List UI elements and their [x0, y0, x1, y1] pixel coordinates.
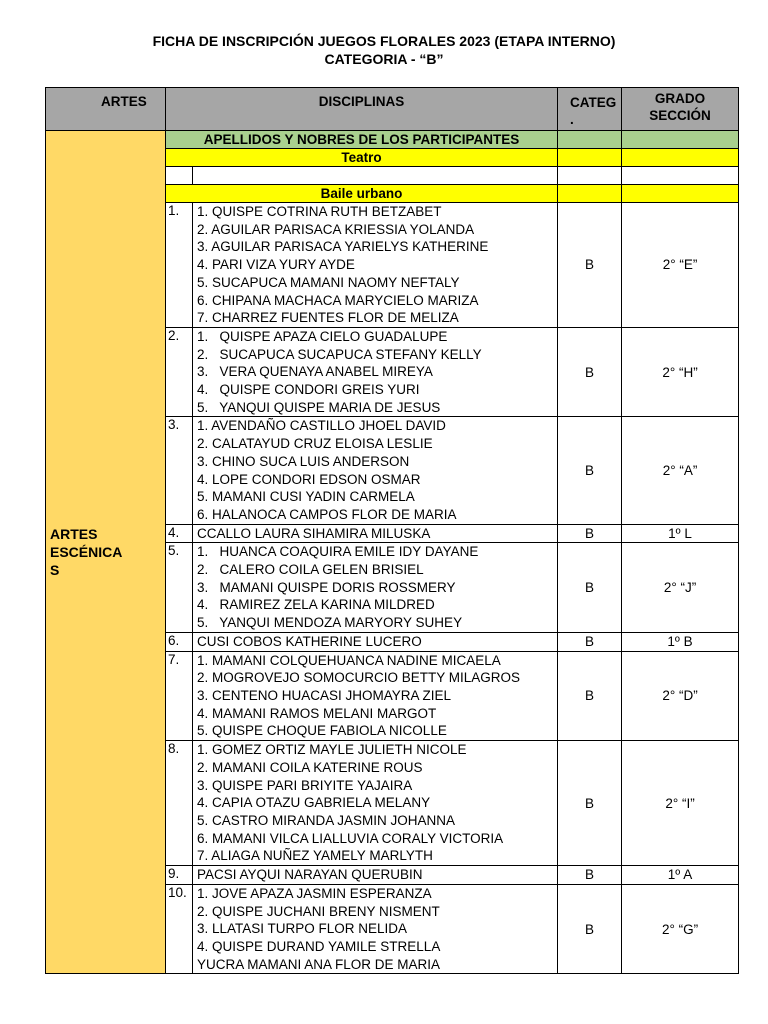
group-categ: B [558, 524, 622, 543]
document-title: FICHA DE INSCRIPCIÓN JUEGOS FLORALES 2023 (ETAPA INTERNO) [152, 33, 616, 49]
group-categ: B [558, 884, 622, 974]
group-number: 8. [166, 741, 193, 866]
header-artes: ARTES [46, 88, 166, 131]
group-names: 1. AVENDAÑO CASTILLO JHOEL DAVID 2. CALATAYUD CRUZ ELOISA LESLIE 3. CHINO SUCA LUIS ANDERSON 4. LOPE CONDORI EDSON OSMAR 5. MAMANI CUSI YADIN CARMELA 6. HALANOCA CAMPOS FLOR DE MARIA [193, 417, 558, 524]
group-names: 1. JOVE APAZA JASMIN ESPERANZA 2. QUISPE JUCHANI BRENY NISMENT 3. LLATASI TURPO FLOR NELIDA 4. QUISPE DURAND YAMILE STRELLA YUCRA MAMANI ANA FLOR DE MARIA [193, 884, 558, 974]
group-categ: B [558, 417, 622, 524]
participants-header-row [46, 131, 739, 149]
group-number: 7. [166, 651, 193, 741]
group-categ: B [558, 741, 622, 866]
group-names: 1. QUISPE COTRINA RUTH BETZABET 2. AGUILAR PARISACA KRIESSIA YOLANDA 3. AGUILAR PARISACA YARIELYS KATHERINE 4. PARI VIZA YURY AYDE 5. SUCAPUCA MAMANI NAOMY NEFTALY 6. CHIPANA MACHACA MARYCIELO MARIZA 7. CHARREZ FUENTES FLOR DE MELIZA [193, 203, 558, 328]
group-names: PACSI AYQUI NARAYAN QUERUBIN [193, 866, 558, 885]
group-grado: 2° “G” [622, 884, 739, 974]
group-names: CCALLO LAURA SIHAMIRA MILUSKA [193, 524, 558, 543]
header-row [46, 88, 739, 131]
participants-header: APELLIDOS Y NOBRES DE LOS PARTICIPANTES [166, 131, 558, 149]
group-grado: 2° “D” [622, 651, 739, 741]
header-categ: CATEG . [558, 88, 622, 131]
group-number: 3. [166, 417, 193, 524]
group-number: 4. [166, 524, 193, 543]
registration-table [45, 87, 739, 974]
group-categ: B [558, 651, 622, 741]
group-grado: 1º A [622, 866, 739, 885]
group-grado: 2° “I” [622, 741, 739, 866]
arte-escenicas-cell: ARTES ESCÉNICA S [46, 131, 166, 974]
group-grado: 2° “E” [622, 203, 739, 328]
group-names: CUSI COBOS KATHERINE LUCERO [193, 632, 558, 651]
group-categ: B [558, 327, 622, 417]
group-number: 2. [166, 327, 193, 417]
group-grado: 2° “A” [622, 417, 739, 524]
baile-urbano-label: Baile urbano [166, 185, 558, 203]
group-grado: 1º B [622, 632, 739, 651]
group-names: 1. MAMANI COLQUEHUANCA NADINE MICAELA 2. MOGROVEJO SOMOCURCIO BETTY MILAGROS 3. CENTENO HUACASI JHOMAYRA ZIEL 4. MAMANI RAMOS MELANI MARGOT 5. QUISPE CHOQUE FABIOLA NICOLLE [193, 651, 558, 741]
group-number: 5. [166, 543, 193, 633]
group-grado: 1º L [622, 524, 739, 543]
teatro-label: Teatro [166, 149, 558, 167]
group-number: 1. [166, 203, 193, 328]
header-disciplinas: DISCIPLINAS [166, 88, 558, 131]
group-categ: B [558, 543, 622, 633]
group-categ: B [558, 203, 622, 328]
group-number: 9. [166, 866, 193, 885]
group-grado: 2° “J” [622, 543, 739, 633]
group-categ: B [558, 632, 622, 651]
group-names: 1. QUISPE APAZA CIELO GUADALUPE 2. SUCAPUCA SUCAPUCA STEFANY KELLY 3. VERA QUENAYA ANABEL MIREYA 4. QUISPE CONDORI GREIS YURI 5. YANQUI QUISPE MARIA DE JESUS [193, 327, 558, 417]
group-number: 6. [166, 632, 193, 651]
group-grado: 2° “H” [622, 327, 739, 417]
category-subtitle: CATEGORIA - “B” [324, 51, 444, 67]
group-names: 1. GOMEZ ORTIZ MAYLE JULIETH NICOLE 2. MAMANI COILA KATERINE ROUS 3. QUISPE PARI BRIYITE YAJAIRA 4. CAPIA OTAZU GABRIELA MELANY 5. CASTRO MIRANDA JASMIN JOHANNA 6. MAMANI VILCA LIALLUVIA CORALY VICTORIA 7. ALIAGA NUÑEZ YAMELY MARLYTH [193, 741, 558, 866]
group-number: 10. [166, 884, 193, 974]
group-names: 1. HUANCA COAQUIRA EMILE IDY DAYANE 2. CALERO COILA GELEN BRISIEL 3. MAMANI QUISPE DORIS ROSSMERY 4. RAMIREZ ZELA KARINA MILDRED 5. YANQUI MENDOZA MARYORY SUHEY [193, 543, 558, 633]
header-grado: GRADO SECCIÓN [622, 88, 739, 131]
group-categ: B [558, 866, 622, 885]
